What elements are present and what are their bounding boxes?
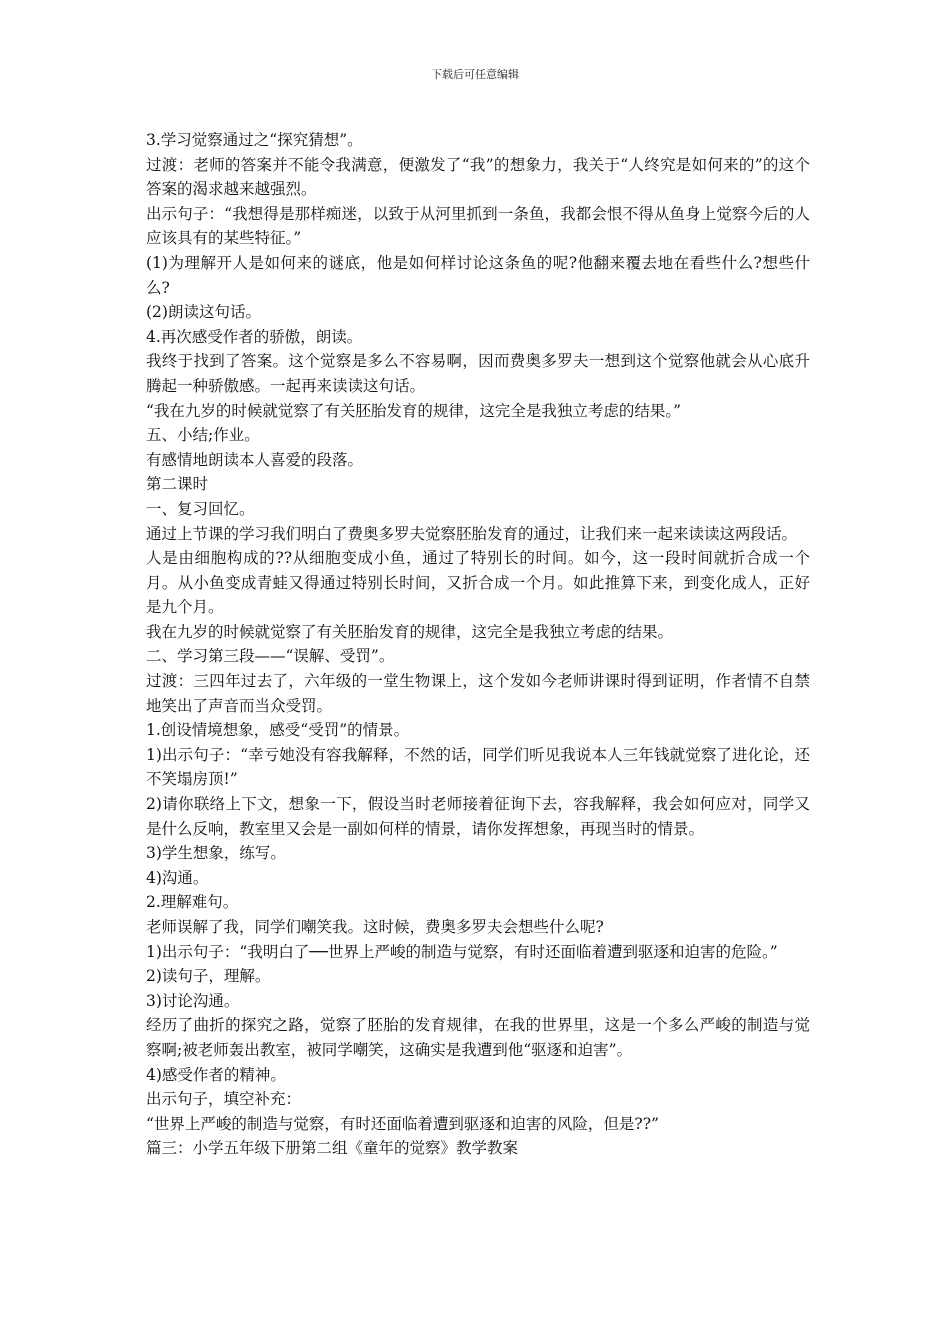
paragraph: 3.学习觉察通过之“探究猜想”。 [146, 131, 363, 149]
paragraph: 3)学生想象，练写。 [146, 844, 286, 863]
paragraph: 2)请你联络上下文，想象一下，假设当时老师接着征询下去，容我解释，我会如何应对，同学又是什么反响，教室里又会是一副如何样的情景，请你发挥想象，再现当时的情景。 [146, 795, 810, 838]
paragraph: 4)感受作者的精神。 [146, 1065, 286, 1084]
paragraph: 有感情地朗读本人喜爱的段落。 [146, 450, 364, 469]
paragraph: “世界上严峻的制造与觉察，有时还面临着遭到驱逐和迫害的风险，但是??” [146, 1114, 659, 1133]
paragraph: 出示句子，填空补充： [146, 1090, 302, 1109]
page-header: 下载后可任意编辑 [431, 68, 519, 81]
paragraph: 1.创设情境想象，感受“受罚”的情景。 [146, 721, 410, 740]
paragraph: 出示句子：“我想得是那样痴迷，以致于从河里抓到一条鱼，我都会恨不得从鱼身上觉察今后的人应该具有的某些特征。” [146, 204, 810, 248]
document-body [146, 128, 810, 1161]
paragraph: 五、小结;作业。 [146, 426, 260, 445]
paragraph: 通过上节课的学习我们明白了费奥多罗夫觉察胚胎发育的通过，让我们来一起来读读这两段话。 [146, 524, 798, 543]
paragraph: 3)讨论沟通。 [146, 991, 240, 1010]
paragraph: (2)朗读这句话。 [146, 303, 261, 322]
paragraph: 一、复习回忆。 [146, 499, 255, 518]
paragraph: 老师误解了我，同学们嘲笑我。这时候，费奥多罗夫会想些什么呢? [146, 918, 604, 936]
paragraph: 1)出示句子：“幸亏她没有容我解释，不然的话，同学们听见我说本人三年钱就觉察了进化论，还不笑塌房顶!” [146, 745, 810, 789]
paragraph: (1)为理解开人是如何来的谜底，他是如何样讨论这条鱼的呢?他翻来覆去地在看些什么?想些什么? [146, 253, 810, 297]
paragraph: 人是由细胞构成的??从细胞变成小鱼，通过了特别长的时间。如今，这一段时间就折合成一个月。从小鱼变成青蛙又得通过特别长时间，又折合成一个月。如此推算下来，到变化成人，正好是九个月。 [146, 549, 810, 617]
paragraph: 经历了曲折的探究之路，觉察了胚胎的发育规律，在我的世界里，这是一个多么严峻的制造与觉察啊;被老师轰出教室，被同学嘲笑，这确实是我遭到他“驱逐和迫害”。 [146, 1016, 810, 1059]
paragraph: 2.理解难句。 [146, 893, 239, 912]
section-heading: 篇三：小学五年级下册第二组《童年的觉察》教学教案 [146, 1139, 519, 1158]
paragraph: 过渡：三四年过去了，六年级的一堂生物课上，这个发如今老师讲课时得到证明，作者情不自禁地笑出了声音而当众受罚。 [146, 672, 810, 715]
paragraph: 过渡：老师的答案并不能令我满意，便激发了“我”的想象力，我关于“人终究是如何来的”的这个答案的渴求越来越强烈。 [146, 155, 810, 199]
paragraph: 第二课时 [146, 475, 209, 494]
paragraph: 1)出示句子：“我明白了──世界上严峻的制造与觉察，有时还面临着遭到驱逐和迫害的危险。” [146, 942, 778, 961]
paragraph: 4)沟通。 [146, 868, 209, 887]
paragraph: 我终于找到了答案。这个觉察是多么不容易啊，因而费奥多罗夫一想到这个觉察他就会从心底升腾起一种骄傲感。一起再来读读这句话。 [146, 352, 810, 395]
paragraph: 2)读句子，理解。 [146, 967, 271, 986]
paragraph: 二、学习第三段——“误解、受罚”。 [146, 647, 395, 666]
paragraph: 我在九岁的时候就觉察了有关胚胎发育的规律，这完全是我独立考虑的结果。 [146, 622, 674, 641]
paragraph: 4.再次感受作者的骄傲，朗读。 [146, 327, 363, 346]
paragraph: “我在九岁的时候就觉察了有关胚胎发育的规律，这完全是我独立考虑的结果。” [146, 401, 682, 420]
